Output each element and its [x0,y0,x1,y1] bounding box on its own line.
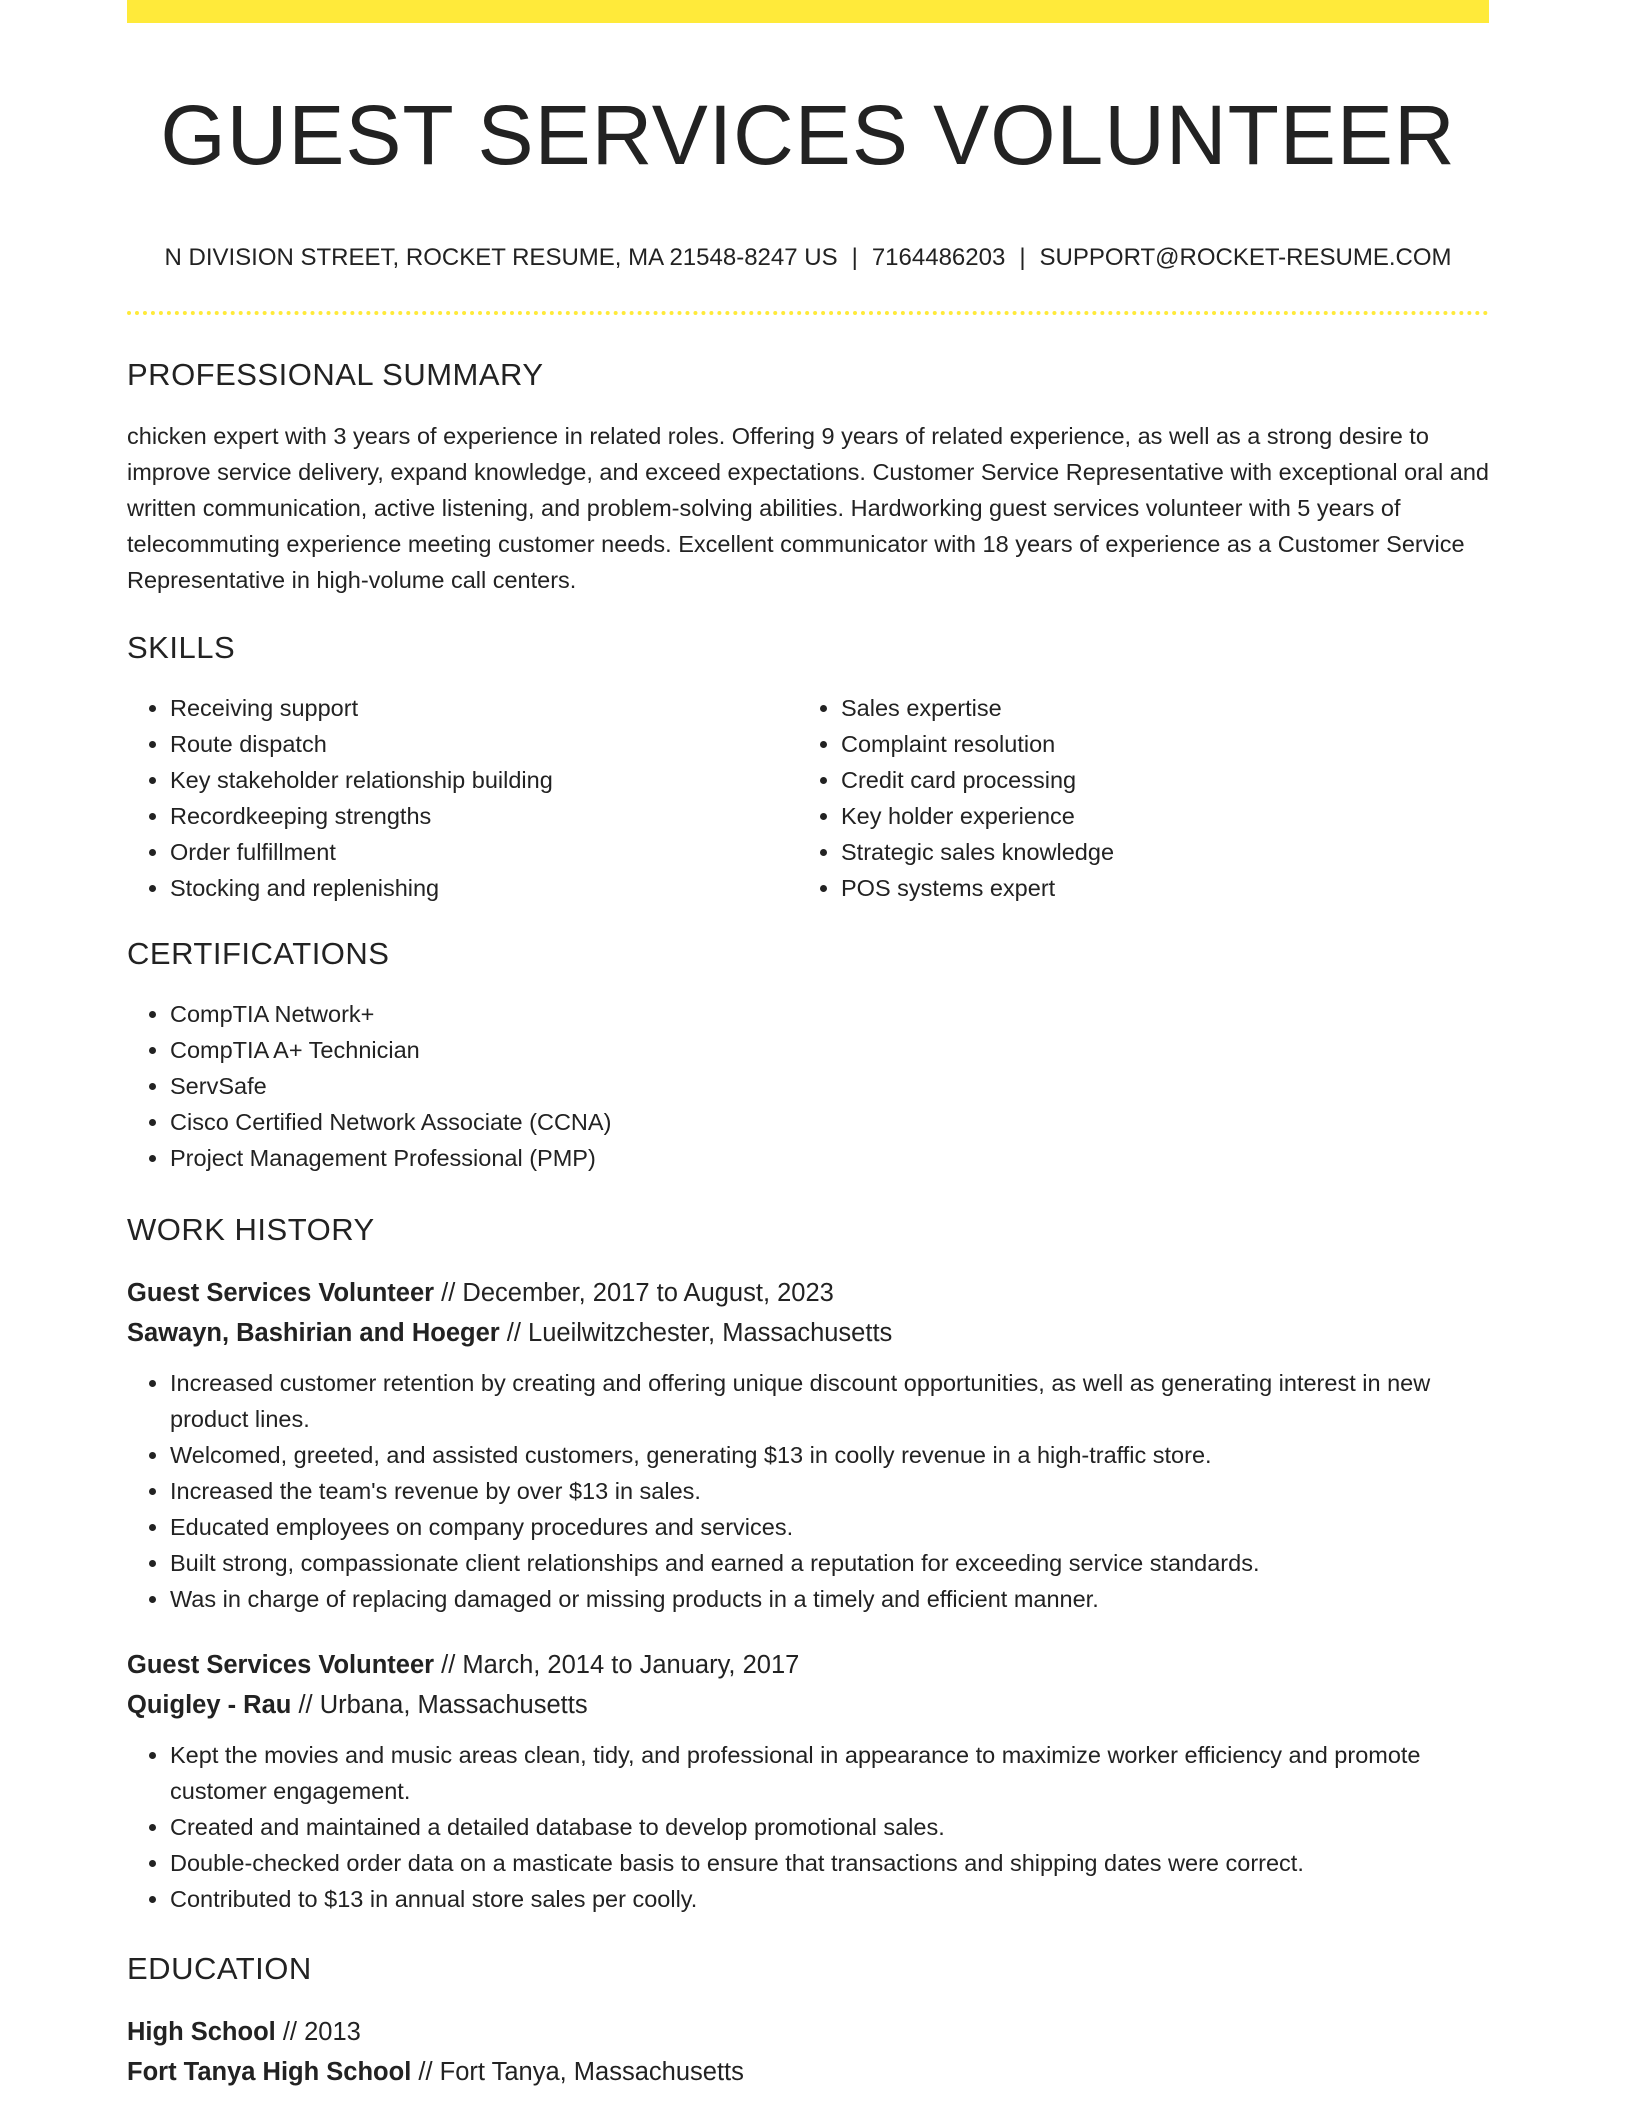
education-school-line [127,2052,1489,2092]
job-dates: // March, 2014 to January, 2017 [434,1651,800,1679]
job-location: // Lueilwitzchester, Massachusetts [499,1319,893,1347]
skill-item: • Key holder experience [841,798,1469,834]
contact-phone: 7164486203 [871,244,1006,271]
resume-page [127,0,1489,2092]
education-section [127,1949,1489,2092]
job-bullets [127,1737,1489,1917]
certification-item: • CompTIA A+ Technician [170,1032,1489,1068]
job-bullet: • Increased the team's revenue by over $13 in sales. [170,1473,1489,1509]
job-company-line [127,1685,1489,1725]
job-title: Guest Services Volunteer [127,1651,435,1679]
certifications-section [127,934,1489,1176]
skill-item: • Credit card processing [841,762,1469,798]
certification-item: • ServSafe [170,1068,1489,1104]
skill-item: • Receiving support [170,690,798,726]
skills-list-left [127,690,798,906]
job-bullet: • Double-checked order data on a masticate basis to ensure that transactions and shipping dates were correct. [170,1845,1489,1881]
job-location: // Urbana, Massachusetts [291,1691,588,1719]
skill-item: • Stocking and replenishing [170,870,798,906]
skills-column-left [127,690,798,906]
contact-address: N DIVISION STREET, ROCKET RESUME, MA 21548-8247 US [164,244,838,271]
contact-separator: | [851,244,858,271]
certification-item: • Cisco Certified Network Associate (CCNA) [170,1104,1489,1140]
header-divider [127,311,1489,315]
skill-item: • Key stakeholder relationship building [170,762,798,798]
skill-item: • Recordkeeping strengths [170,798,798,834]
skill-item: • Sales expertise [841,690,1469,726]
education-degree: High School [127,2018,276,2046]
certifications-heading: CERTIFICATIONS [127,936,390,971]
job-bullet: • Kept the movies and music areas clean, tidy, and professional in appearance to maximize worker efficiency and promote customer engagement. [170,1737,1489,1809]
job-company-line [127,1313,1489,1353]
job-bullet: • Was in charge of replacing damaged or missing products in a timely and efficient manner. [170,1581,1489,1617]
skill-item: • POS systems expert [841,870,1469,906]
education-location: // Fort Tanya, Massachusetts [411,2058,744,2086]
skills-heading: SKILLS [127,630,236,665]
job-dates: // December, 2017 to August, 2023 [434,1279,834,1307]
job-title-line [127,1273,1489,1313]
skills-column-right [798,690,1469,906]
resume-title: GUEST SERVICES VOLUNTEER [160,88,1456,182]
job-entry [127,1645,1489,1917]
skills-section [127,628,1489,906]
skills-grid [127,690,1489,906]
skill-item: • Strategic sales knowledge [841,834,1469,870]
education-year: // 2013 [275,2018,361,2046]
education-heading: EDUCATION [127,1951,312,1986]
job-bullet: • Welcomed, greeted, and assisted customers, generating $13 in coolly revenue in a high-traffic store. [170,1437,1489,1473]
contact-separator: | [1019,244,1026,271]
job-entry [127,1273,1489,1617]
job-company: Quigley - Rau [127,1691,292,1719]
certification-item: • CompTIA Network+ [170,996,1489,1032]
summary-heading: PROFESSIONAL SUMMARY [127,357,544,392]
job-bullet: • Educated employees on company procedures and services. [170,1509,1489,1545]
summary-section [127,355,1489,598]
work-history-heading: WORK HISTORY [127,1212,375,1247]
job-bullet: • Built strong, compassionate client relationships and earned a reputation for exceeding service standards. [170,1545,1489,1581]
skill-item: • Complaint resolution [841,726,1469,762]
education-school: Fort Tanya High School [127,2058,412,2086]
job-title-line [127,1645,1489,1685]
contact-line [127,241,1489,275]
job-title: Guest Services Volunteer [127,1279,435,1307]
work-history-section [127,1210,1489,1917]
skill-item: • Route dispatch [170,726,798,762]
certification-item: • Project Management Professional (PMP) [170,1140,1489,1176]
certifications-list [127,996,1489,1176]
job-bullet: • Increased customer retention by creating and offering unique discount opportunities, as well as generating interest in new product lines. [170,1365,1489,1437]
summary-text: chicken expert with 3 years of experience in related roles. Offering 9 years of related experience, as well as a strong desire to improve service delivery, expand knowledge, and exceed expectations. Customer Service Representative with exceptional oral and written communication, active listening, and problem-solving abilities. Hardworking guest services volunteer with 5 years of telecommuting experience meeting customer needs. Excellent communicator with 18 years of experience as a Customer Service Representative in high-volume call centers. [127,423,1489,593]
skills-list-right [798,690,1469,906]
contact-email: SUPPORT@ROCKET-RESUME.COM [1039,244,1452,271]
skill-item: • Order fulfillment [170,834,798,870]
job-bullet: • Created and maintained a detailed database to develop promotional sales. [170,1809,1489,1845]
job-company: Sawayn, Bashirian and Hoeger [127,1319,500,1347]
job-bullet: • Contributed to $13 in annual store sales per coolly. [170,1881,1489,1917]
top-accent-bar [127,0,1489,23]
job-bullets [127,1365,1489,1617]
education-degree-line [127,2012,1489,2052]
